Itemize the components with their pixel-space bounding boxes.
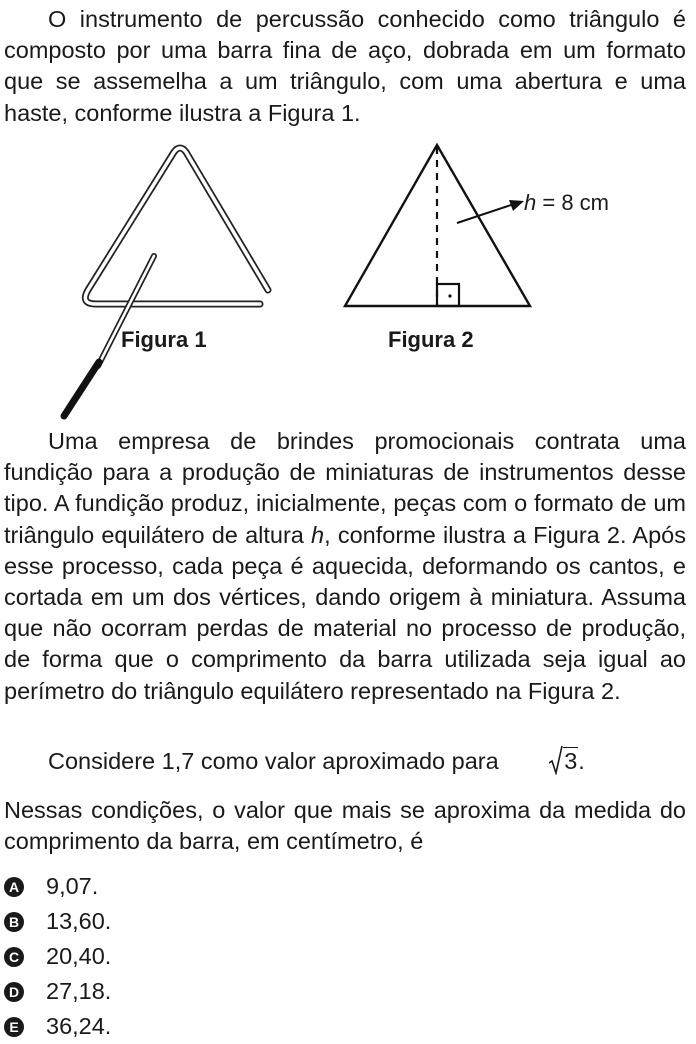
option-a-text: 9,07.: [46, 873, 99, 899]
beater-handle: [64, 362, 99, 416]
triangle-instrument-illustration: [64, 148, 268, 416]
right-angle-dot: [448, 294, 451, 297]
height-arrow: [457, 204, 514, 223]
intro-paragraph: O instrumento de percussão conhecido como triângulo é composto por uma barra fina de aço, dobrada em um formato que se assemelha a um triângulo, com uma abertura e uma haste, conforme ilustra a Figura 1.: [4, 6, 686, 126]
body-paragraph: [4, 426, 686, 707]
figures-area: [0, 130, 696, 430]
equilateral-triangle-diagram: [345, 145, 530, 306]
height-value: = 8 cm: [536, 190, 609, 215]
option-b-text: 13,60.: [46, 908, 112, 934]
height-arrow-head: [509, 200, 524, 211]
question-stem: Nessas condições, o valor que mais se aproxima da medida do comprimento da barra, em centímetro, é: [4, 797, 686, 855]
height-variable: h: [524, 190, 537, 215]
option-c-text: 20,40.: [46, 943, 112, 969]
body-text-part1: Uma empresa de brindes promocionais contrata uma fundição para a produção de miniaturas de instrumentos desse tipo. A fundição produz, inicialmente, peças com o formato de um triângulo equilátero de altura: [4, 428, 686, 548]
figure2-caption: Figura 2: [388, 327, 474, 352]
option-e-letter-badge: E: [4, 1017, 24, 1037]
height-label: [524, 190, 609, 216]
option-a[interactable]: [4, 869, 684, 904]
figure1-caption: Figura 1: [121, 327, 207, 352]
figures-drawing: [0, 130, 696, 430]
option-e-text: 36,24.: [46, 1013, 112, 1039]
option-d[interactable]: [4, 974, 684, 1009]
radicand: 3: [564, 748, 578, 774]
consider-end: .: [578, 748, 585, 774]
square-root: [505, 745, 578, 777]
option-b-letter-badge: B: [4, 912, 24, 932]
option-e[interactable]: [4, 1009, 684, 1044]
option-b[interactable]: [4, 904, 684, 939]
body-text-part2: , conforme ilustra a Figura 2. Após esse processo, cada peça é aquecida, deformando os cantos, e cortada em um dos vértices, dando origem à miniatura. Assuma que não ocorram perdas de material no processo de produção, de forma que o comprimento da barra utilizada seja igual ao perímetro do triângulo equilátero representado na Figura 2.: [4, 521, 686, 704]
option-c-letter-badge: C: [4, 947, 24, 967]
height-variable-inline: h: [311, 521, 325, 548]
consider-text: Considere 1,7 como valor aproximado para: [48, 748, 506, 774]
radical-sign-icon: [549, 745, 563, 775]
option-a-letter-badge: A: [4, 877, 24, 897]
option-d-letter-badge: D: [4, 982, 24, 1002]
option-d-text: 27,18.: [46, 978, 112, 1004]
option-c[interactable]: [4, 939, 684, 974]
consider-paragraph: [4, 745, 686, 777]
answer-options: [4, 869, 684, 1044]
triangle-bar: [85, 148, 268, 304]
right-angle-mark: [437, 284, 459, 306]
